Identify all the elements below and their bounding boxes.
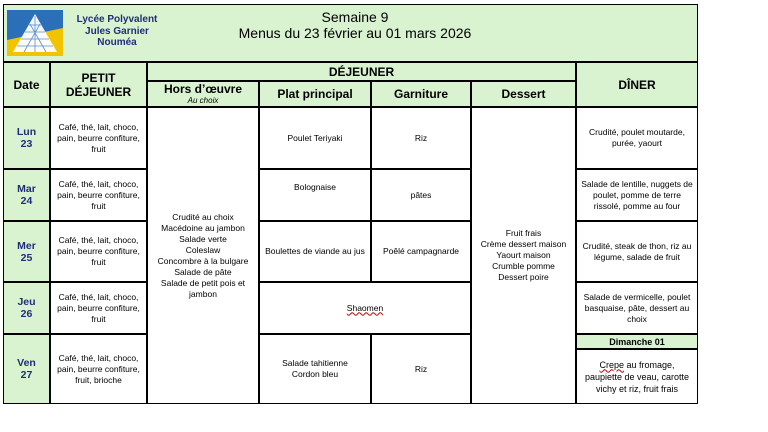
dessert-item: Fruit frais: [505, 228, 542, 238]
sunday-line-1: [585, 359, 689, 371]
dessert-item: Crème dessert maison: [480, 239, 567, 249]
plat-text: Cordon bleu: [291, 369, 339, 379]
school-line-3: Nouméa: [97, 37, 137, 48]
header-diner-label: DÎNER: [618, 77, 656, 92]
garniture-mon: [371, 107, 471, 169]
diner-line: choix: [627, 313, 647, 324]
week-label: Semaine 9: [321, 9, 389, 25]
sunday-header: [576, 334, 698, 349]
diner-thu: [576, 282, 698, 334]
header-petit-label: PETIT: [81, 70, 116, 85]
sunday-word-crepe: Crepe: [599, 359, 624, 370]
day-name: Mer: [17, 239, 36, 252]
sunday-line-3: vichy et riz, fruit frais: [595, 383, 678, 394]
hors-doeuvre-item: Concombre à la bulgare: [157, 255, 249, 266]
day-name: Jeu: [17, 296, 36, 308]
header-plat-principal: [259, 81, 371, 107]
breakfast-line: pain, beurre confiture,: [57, 363, 140, 374]
breakfast-line: pain, beurre confiture,: [57, 132, 140, 143]
day-number: 24: [20, 195, 33, 207]
day-number: 26: [20, 308, 33, 320]
header-garniture-label: Garniture: [393, 87, 448, 101]
garniture-text: Riz: [414, 363, 428, 374]
dessert-item: Crumble pomme: [492, 261, 555, 271]
plat-tue: [259, 169, 371, 221]
plat-text: Shaomen: [346, 302, 384, 313]
header-dejeuner-label-small: DÉJEUNER: [65, 84, 132, 99]
hors-doeuvre-item: Crudité au choix: [172, 211, 234, 222]
school-logo-icon: [7, 10, 63, 56]
page-title: [200, 9, 510, 41]
hors-doeuvre-item: Salade verte: [179, 233, 227, 244]
sunday-line-1-rest: au fromage,: [623, 359, 675, 370]
breakfast-fri: [50, 334, 147, 404]
header-hors-doeuvre: [147, 81, 259, 107]
breakfast-line: Café, thé, lait, choco,: [58, 121, 139, 132]
dessert-cell: [471, 107, 576, 404]
hors-doeuvre-list: [158, 212, 249, 300]
day-cell-mon: [3, 107, 50, 169]
breakfast-mon: [50, 107, 147, 169]
header-dessert-label: Dessert: [501, 87, 546, 101]
day-cell-thu: [3, 282, 50, 334]
diner-line: Salade de lentille, nuggets de: [581, 178, 693, 189]
header-plat-label: Plat principal: [277, 87, 353, 101]
day-cell-wed: [3, 221, 50, 282]
header-date: [3, 62, 50, 107]
plat-mon: [259, 107, 371, 169]
day-number: 27: [20, 369, 33, 381]
plat-text: Salade tahitienne: [282, 358, 348, 368]
hors-doeuvre-item: Macédoine au jambon: [161, 222, 245, 233]
dessert-list: [481, 228, 567, 283]
hors-doeuvre-item: Salade de pâte: [174, 266, 232, 277]
hors-doeuvre-item: jambon: [189, 288, 217, 299]
garniture-text: Riz: [414, 132, 428, 143]
school-line-1: Lycée Polyvalent: [76, 14, 158, 25]
day-number: 23: [20, 138, 33, 150]
plat-fri: [259, 334, 371, 404]
breakfast-line: fruit: [91, 200, 106, 211]
day-name: Mar: [17, 183, 36, 195]
school-line-2: Jules Garnier: [85, 25, 149, 37]
breakfast-line: fruit: [91, 313, 106, 324]
header-garniture: [371, 81, 471, 107]
breakfast-line: fruit, brioche: [75, 374, 122, 385]
diner-line: Crudité, steak de thon, riz au: [582, 240, 692, 251]
garniture-wed: [371, 221, 471, 282]
diner-line: Salade de vermicelle, poulet: [583, 291, 691, 302]
garniture-fri: [371, 334, 471, 404]
plat-wed: [259, 221, 371, 282]
header-dessert: [471, 81, 576, 107]
breakfast-line: Café, thé, lait, choco,: [58, 291, 139, 302]
diner-line: rissolé, pomme au four: [593, 200, 681, 211]
school-name: [62, 14, 172, 49]
garniture-text: pâtes: [410, 189, 432, 200]
breakfast-line: pain, beurre confiture,: [57, 189, 140, 200]
breakfast-tue: [50, 169, 147, 221]
plat-thu: [259, 282, 471, 334]
diner-wed: [576, 221, 698, 282]
day-cell-tue: [3, 169, 50, 221]
header-dejeuner-label: DÉJEUNER: [328, 64, 395, 79]
breakfast-thu: [50, 282, 147, 334]
diner-sunday: [576, 349, 698, 404]
hors-doeuvre-item: Salade de petit pois et: [160, 277, 246, 288]
day-name: Ven: [17, 357, 36, 369]
date-range: Menus du 23 février au 01 mars 2026: [238, 25, 472, 41]
day-name: Lun: [16, 126, 37, 138]
sunday-line-2: paupiette de veau, carotte: [584, 371, 690, 382]
breakfast-line: fruit: [91, 143, 106, 154]
diner-line: poulet, pomme de terre: [593, 189, 681, 200]
plat-text: Bolognaise: [293, 182, 337, 192]
breakfast-line: fruit: [91, 257, 106, 267]
diner-line: légume, salade de fruit: [593, 251, 680, 262]
diner-tue: [576, 169, 698, 221]
dessert-item: Yaourt maison: [496, 250, 551, 260]
garniture-text: Poêlé campagnarde: [382, 246, 460, 256]
breakfast-line: Café, thé, lait, choco,: [58, 178, 139, 189]
header-petit-dejeuner: [50, 62, 147, 107]
hors-doeuvre-item: Coleslaw: [185, 244, 221, 255]
sunday-label: Dimanche 01: [609, 336, 665, 347]
plat-text: Poulet Teriyaki: [287, 132, 343, 143]
breakfast-line: pain, beurre confiture,: [57, 302, 140, 313]
header-dejeuner: [147, 62, 576, 81]
diner-line: basquaise, pâte, dessert au: [584, 302, 690, 313]
header-hors-doeuvre-label: Hors d’œuvre: [163, 82, 242, 96]
breakfast-line: Café, thé, lait, choco,: [58, 235, 139, 245]
day-cell-fri: [3, 334, 50, 404]
breakfast-wed: [50, 221, 147, 282]
header-date-label: Date: [13, 77, 40, 92]
diner-line: purée, yaourt: [611, 138, 663, 148]
header-au-choix-label: Au choix: [187, 96, 219, 105]
diner-line: Crudité, poulet moutarde,: [589, 127, 685, 137]
header-diner: [576, 62, 698, 107]
day-number: 25: [20, 251, 33, 264]
plat-text: Boulettes de viande au jus: [265, 246, 365, 256]
dessert-item: Dessert poire: [498, 272, 549, 282]
garniture-tue: [371, 169, 471, 221]
diner-mon: [576, 107, 698, 169]
breakfast-line: Café, thé, lait, choco,: [58, 352, 139, 363]
breakfast-line: pain, beurre confiture,: [57, 246, 140, 256]
hors-doeuvre-cell: [147, 107, 259, 404]
